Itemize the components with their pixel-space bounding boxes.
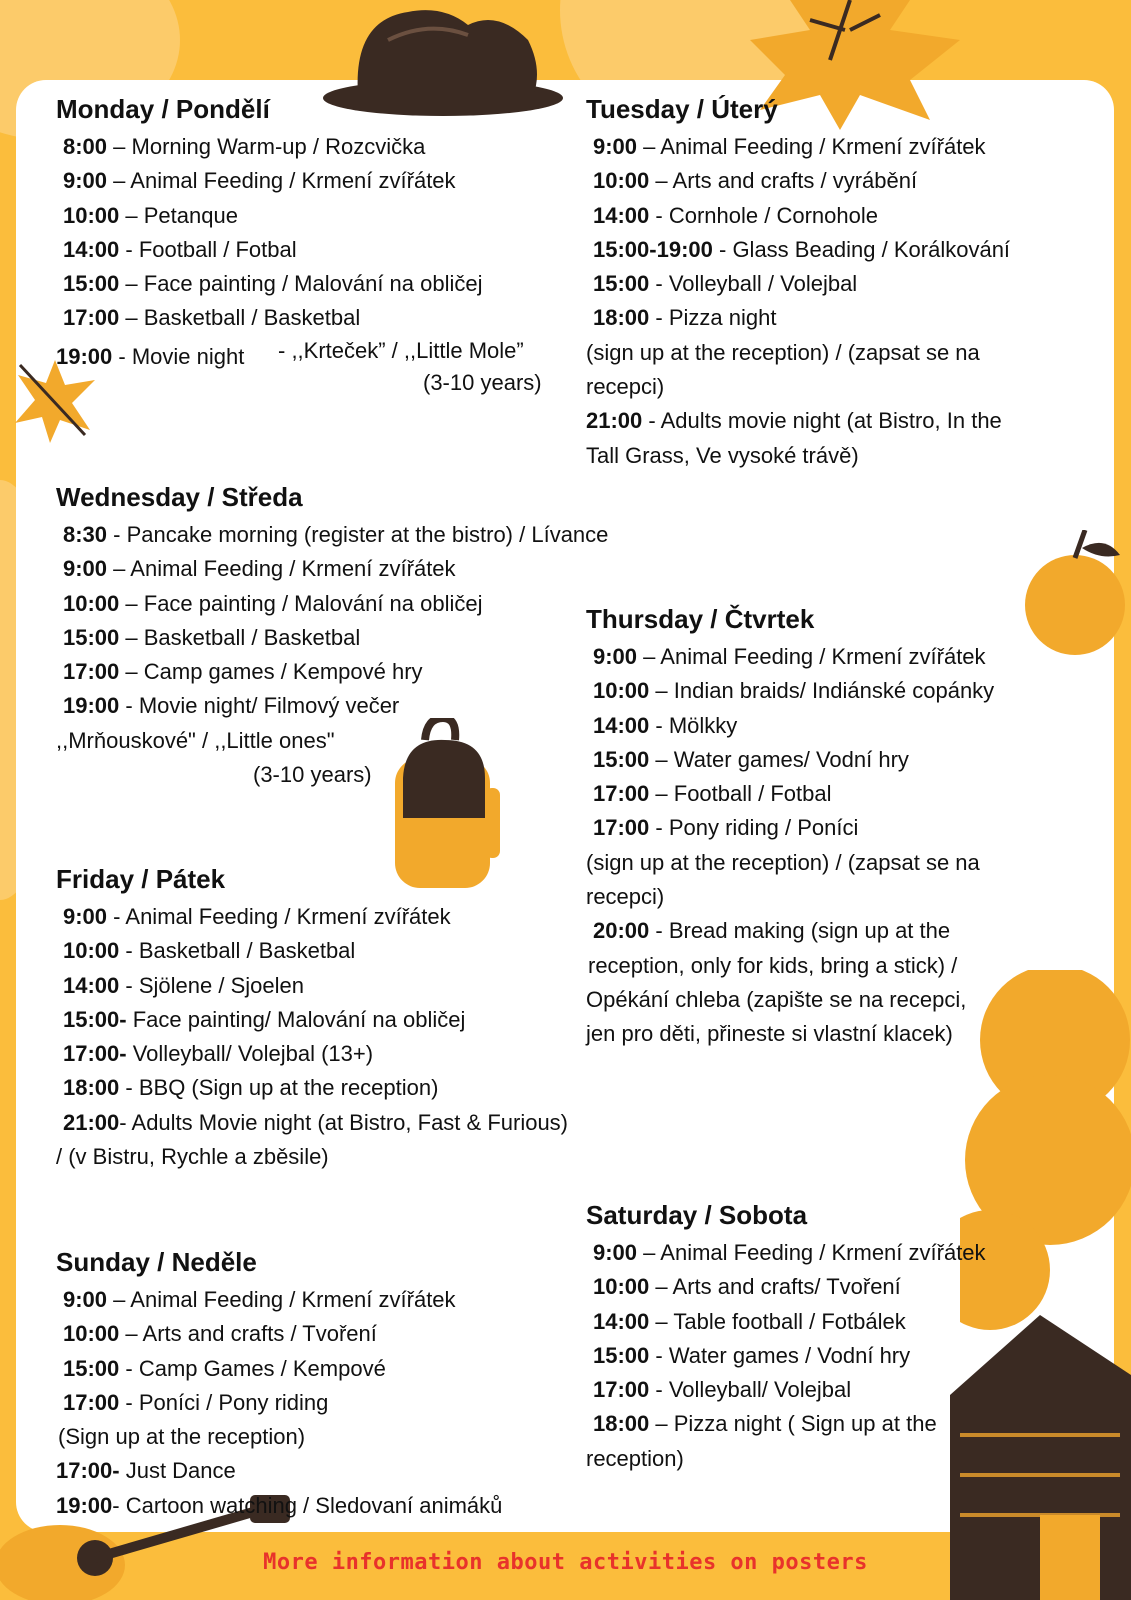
activity-line: 18:00 - BBQ (Sign up at the reception) [63, 1075, 439, 1101]
activity-line: 8:00 – Morning Warm-up / Rozcvička [63, 134, 426, 159]
activity-line: 8:30 - Pancake morning (register at the bistro) / Lívance [63, 522, 609, 547]
activity-line: 21:00- Adults Movie night (at Bistro, Fast & Furious) [63, 1109, 569, 1135]
age-note: (3-10 years) [423, 370, 542, 396]
activity-line: 9:00 – Animal Feeding / Krmení zvířátek [63, 1287, 456, 1312]
monday-schedule [56, 92, 556, 400]
continuation-line: reception) [586, 1445, 684, 1471]
day-title: Saturday / Sobota [586, 1200, 808, 1230]
activity-line: 10:00 – Arts and crafts / vyrábění [593, 168, 918, 194]
continuation-line: jen pro děti, přineste si vlastní klacek) [586, 1021, 953, 1047]
activity-line: 10:00 – Indian braids/ Indiánské copánky [593, 678, 995, 704]
activity-line: 19:00 - Movie night/ Filmový večer [63, 693, 400, 719]
age-note: (3-10 years) [253, 762, 372, 788]
signup-note: (Sign up at the reception) [58, 1424, 306, 1450]
activity-line: 14:00 - Mölkky [593, 712, 738, 738]
activity-line: 10:00 – Arts and crafts/ Tvoření [593, 1274, 901, 1300]
activity-line: 15:00 - Water games / Vodní hry [593, 1342, 911, 1368]
activity-line: 20:00 - Bread making (sign up at the [593, 918, 951, 944]
activity-line: 14:00 - Sjölene / Sjoelen [63, 972, 304, 998]
tuesday-schedule [586, 92, 1010, 473]
activity-line: 15:00 – Face painting / Malování na obličej [63, 271, 483, 297]
activity-line: 15:00 – Water games/ Vodní hry [593, 746, 909, 772]
activity-line: 15:00-19:00 - Glass Beading / Korálkování [593, 236, 1011, 262]
day-title: Monday / Pondělí [56, 94, 270, 124]
movie-title: - ,,Krteček” / ,,Little Mole” [278, 337, 524, 363]
activity-line: 15:00 – Basketball / Basketbal [63, 624, 361, 650]
activity-line: 10:00 - Basketball / Basketbal [63, 938, 356, 964]
activity-line: 17:00- Just Dance [56, 1458, 236, 1484]
footer-note: More information about activities on posters [263, 1550, 868, 1575]
continuation-line: Tall Grass, Ve vysoké trávě) [586, 442, 859, 468]
activity-line: 18:00 - Pizza night [593, 305, 777, 331]
activity-line: 14:00 - Cornhole / Cornohole [593, 202, 878, 228]
day-title: Thursday / Čtvrtek [586, 604, 815, 634]
activity-line: 15:00 - Volleyball / Volejbal [593, 271, 858, 297]
activity-line: 9:00 – Animal Feeding / Krmení zvířátek [593, 644, 986, 669]
continuation-line: Opékání chleba (zapište se na recepci, [586, 986, 967, 1012]
signup-note: (sign up at the reception) / (zapsat se na [586, 849, 980, 875]
activity-line: 17:00 – Camp games / Kempové hry [63, 659, 423, 685]
continuation-line: reception, only for kids, bring a stick) / [588, 952, 958, 978]
activity-line: 9:00 – Animal Feeding / Krmení zvířátek [593, 134, 986, 159]
wednesday-schedule [56, 480, 608, 792]
signup-note: recepci) [586, 884, 665, 910]
activity-line: 10:00 – Face painting / Malování na obličej [63, 590, 483, 616]
activity-line: 18:00 – Pizza night ( Sign up at the [593, 1411, 937, 1437]
movie-title: ,,Mrňouskové" / ,,Little ones" [56, 727, 335, 753]
activity-line: 10:00 – Arts and crafts / Tvoření [63, 1321, 377, 1347]
day-title: Tuesday / Úterý [586, 94, 778, 124]
friday-schedule [56, 862, 568, 1174]
activity-line: 15:00 - Camp Games / Kempové [63, 1355, 386, 1381]
day-title: Sunday / Neděle [56, 1247, 257, 1277]
activity-line: 21:00 - Adults movie night (at Bistro, In the [586, 408, 1002, 434]
continuation-line: / (v Bistru, Rychle a zběsile) [56, 1144, 329, 1170]
sunday-schedule [56, 1245, 502, 1523]
signup-note: (sign up at the reception) / (zapsat se na [586, 339, 980, 365]
activity-line: 14:00 – Table football / Fotbálek [593, 1308, 906, 1334]
apple-illustration [1010, 530, 1131, 660]
activity-line: 9:00 - Animal Feeding / Krmení zvířátek [63, 904, 451, 929]
activity-line: 15:00- Face painting/ Malování na obličej [63, 1006, 466, 1032]
activity-line: 19:00- Cartoon watching / Sledovaní animáků [56, 1492, 503, 1518]
activity-line: 17:00 - Volleyball/ Volejbal [593, 1377, 852, 1403]
activity-line: 17:00 - Pony riding / Poníci [593, 815, 859, 841]
activity-line: 9:00 – Animal Feeding / Krmení zvířátek [63, 556, 456, 582]
activity-line: 17:00 – Basketball / Basketbal [63, 305, 361, 331]
activity-line: 14:00 - Football / Fotbal [63, 236, 297, 262]
activity-line: 17:00- Volleyball/ Volejbal (13+) [63, 1041, 374, 1067]
movie-line: 19:00 - Movie night - ,,Krteček” / ,,Little Mole” [56, 340, 556, 374]
activity-line: 9:00 – Animal Feeding / Krmení zvířátek [63, 168, 456, 194]
activity-line: 10:00 – Petanque [63, 202, 238, 228]
activity-line: 9:00 – Animal Feeding / Krmení zvířátek [593, 1240, 986, 1265]
day-title: Friday / Pátek [56, 864, 226, 894]
thursday-schedule [586, 602, 994, 1052]
signup-note: recepci) [586, 374, 665, 400]
activity-line: 17:00 – Football / Fotbal [593, 781, 832, 807]
activity-line: 17:00 - Poníci / Pony riding [63, 1389, 329, 1415]
saturday-schedule [586, 1198, 986, 1476]
day-title: Wednesday / Středa [56, 482, 303, 512]
